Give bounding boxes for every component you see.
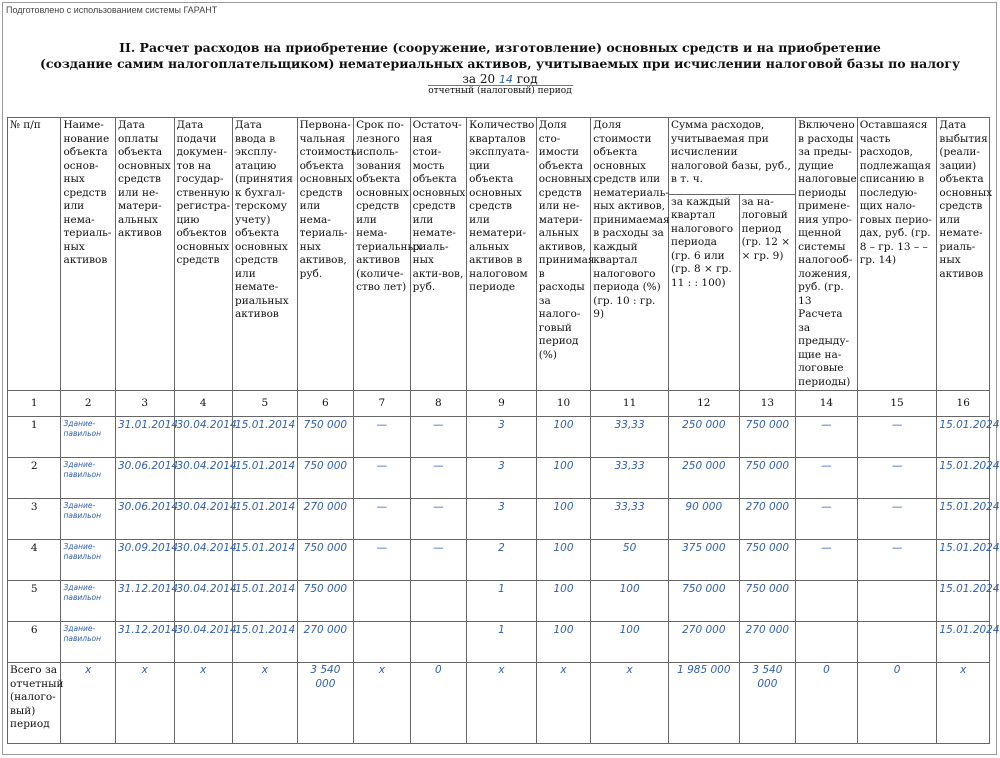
cell-resid[interactable]: — [410, 458, 467, 499]
cell-start[interactable]: 15.01.2014 [233, 581, 298, 622]
header-col15: Оставшаяся часть расходов, подлежащая списанию в последую-щих нало-говых перио-дах, руб. (гр. 8 – гр. 13 – – гр. 14) [857, 118, 937, 391]
col-number: 10 [536, 391, 590, 417]
cell-out[interactable]: 15.01.2024 [937, 458, 990, 499]
total-label: Всего за отчетный (налого-вый) период [8, 663, 61, 744]
col-number: 4 [174, 391, 233, 417]
cell-psum[interactable]: 750 000 [739, 458, 796, 499]
cell-qsum[interactable]: 250 000 [668, 458, 739, 499]
total-cell[interactable]: 0 [857, 663, 937, 744]
col-number: 14 [796, 391, 858, 417]
cell-docs[interactable]: 30.04.2014 [174, 581, 233, 622]
col-number: 5 [233, 391, 298, 417]
cell-share[interactable]: 100 [536, 458, 590, 499]
cell-pay[interactable]: 31.12.2014 [115, 622, 174, 663]
period-caption: отчетный (налоговый) период [428, 86, 572, 96]
cell-qshare[interactable]: 33,33 [591, 499, 669, 540]
cell-resid[interactable] [410, 581, 467, 622]
cell-docs[interactable]: 30.04.2014 [174, 540, 233, 581]
header-col9: Количество кварталов эксплуата-ции объекта основных средств или нематери-альных активов в налоговом периоде [467, 118, 537, 391]
cell-name[interactable]: Здание-павильон [61, 499, 115, 540]
column-number-row [8, 391, 990, 417]
col-number: 12 [668, 391, 739, 417]
cell-pay[interactable]: 31.12.2014 [115, 581, 174, 622]
cell-start[interactable]: 15.01.2014 [233, 622, 298, 663]
cell-qshare[interactable]: 100 [591, 581, 669, 622]
cell-name[interactable]: Здание-павильон [61, 417, 115, 458]
table-row [8, 417, 990, 458]
cell-name[interactable]: Здание-павильон [61, 622, 115, 663]
cell-name[interactable]: Здание-павильон [61, 458, 115, 499]
cell-share[interactable]: 100 [536, 499, 590, 540]
cell-pay[interactable]: 30.06.2014 [115, 499, 174, 540]
cell-start[interactable]: 15.01.2014 [233, 458, 298, 499]
header-col5: Дата ввода в эксплу-атацию (принятия к бухгал-терскому учету) объекта основных средств или немате-риальных активов [233, 118, 298, 391]
header-col12-13-group: Сумма расходов, учитываемая при исчислении налоговой базы, руб., в т. ч. [668, 118, 795, 195]
cell-out[interactable]: 15.01.2024 [937, 499, 990, 540]
cell-resid[interactable] [410, 622, 467, 663]
col-number: 8 [410, 391, 467, 417]
header-col3: Дата оплаты объекта основных средств или не-матери-альных активов [115, 118, 174, 391]
header-col10: Доля сто-имости объекта основных средств или не-матери-альных активов, принимая в расходы за налого-говый период (%) [536, 118, 590, 391]
cell-docs[interactable]: 30.04.2014 [174, 417, 233, 458]
total-cell[interactable]: x [61, 663, 115, 744]
cell-left[interactable] [857, 622, 937, 663]
cell-psum[interactable]: 270 000 [739, 622, 796, 663]
total-cell[interactable]: 0 [410, 663, 467, 744]
cell-prev[interactable]: — [796, 417, 858, 458]
cell-start[interactable]: 15.01.2014 [233, 499, 298, 540]
cell-docs[interactable]: 30.04.2014 [174, 499, 233, 540]
total-cell[interactable]: x [174, 663, 233, 744]
table-row [8, 540, 990, 581]
cell-quarters[interactable]: 1 [467, 581, 537, 622]
cell-start[interactable]: 15.01.2014 [233, 540, 298, 581]
total-row [8, 663, 990, 744]
col-number: 11 [591, 391, 669, 417]
cell-qshare[interactable]: 50 [591, 540, 669, 581]
cell-quarters[interactable]: 3 [467, 417, 537, 458]
row-number: 1 [8, 417, 61, 458]
cell-prev[interactable]: — [796, 499, 858, 540]
cell-share[interactable]: 100 [536, 417, 590, 458]
col-number: 7 [354, 391, 411, 417]
total-cell[interactable]: 0 [796, 663, 858, 744]
cell-quarters[interactable]: 1 [467, 622, 537, 663]
table-row [8, 458, 990, 499]
cell-pay[interactable]: 31.01.2014 [115, 417, 174, 458]
total-cell[interactable]: x [536, 663, 590, 744]
header-col14: Включено в расходы за преды-дущие налоговые периоды примене-ния упро-щенной системы налогооб-ложения, руб. (гр. 13 Расчета за предыду-щие на-логовые периоды) [796, 118, 858, 391]
cell-qsum[interactable]: 250 000 [668, 417, 739, 458]
period-suffix: год [516, 72, 538, 86]
cell-prev[interactable] [796, 581, 858, 622]
cell-quarters[interactable]: 2 [467, 540, 537, 581]
cell-resid[interactable]: — [410, 540, 467, 581]
cell-pay[interactable]: 30.09.2014 [115, 540, 174, 581]
expense-table [7, 117, 1000, 744]
cell-left[interactable]: — [857, 540, 937, 581]
cell-cost[interactable]: 270 000 [297, 499, 354, 540]
reporting-period [0, 72, 1000, 86]
header-col16: Дата выбытия (реали-зации) объекта основных средств или немате-риаль-ных активов [937, 118, 990, 391]
total-cell[interactable]: x [354, 663, 411, 744]
cell-prev[interactable]: — [796, 540, 858, 581]
cell-prev[interactable]: — [796, 458, 858, 499]
cell-psum[interactable]: 750 000 [739, 581, 796, 622]
form-title-line1: II. Расчет расходов на приобретение (сооружение, изготовление) основных средств и на приобретение [119, 40, 881, 55]
header-col1: № п/п [8, 118, 61, 391]
header-row [8, 118, 990, 195]
cell-cost[interactable]: 750 000 [297, 458, 354, 499]
col-number: 13 [739, 391, 796, 417]
period-prefix: за 20 [462, 72, 496, 86]
cell-resid[interactable]: — [410, 499, 467, 540]
cell-cost[interactable]: 270 000 [297, 622, 354, 663]
total-cell[interactable]: x [937, 663, 990, 744]
cell-life[interactable]: — [354, 540, 411, 581]
col-number: 16 [937, 391, 990, 417]
table-row [8, 581, 990, 622]
total-cell[interactable]: 3 540 000 [297, 663, 354, 744]
header-col2: Наиме-нование объекта основ-ных средств или нема-териаль-ных активов [61, 118, 115, 391]
col-number: 9 [467, 391, 537, 417]
cell-out[interactable]: 15.01.2024 [937, 622, 990, 663]
cell-life[interactable]: — [354, 417, 411, 458]
total-cell[interactable]: 3 540 000 [739, 663, 796, 744]
cell-qsum[interactable]: 750 000 [668, 581, 739, 622]
row-number: 4 [8, 540, 61, 581]
cell-qsum[interactable]: 270 000 [668, 622, 739, 663]
period-year[interactable]: 14 [498, 73, 513, 86]
cell-life[interactable]: — [354, 499, 411, 540]
cell-cost[interactable]: 750 000 [297, 417, 354, 458]
header-col7: Срок по-лезного исполь-зования объекта основных средств или нема-териальных активов (количе-ство лет) [354, 118, 411, 391]
header-col13: за на-логовый период (гр. 12 × × гр. 9) [739, 194, 796, 390]
cell-left[interactable]: — [857, 458, 937, 499]
col-number: 3 [115, 391, 174, 417]
cell-resid[interactable]: — [410, 417, 467, 458]
cell-prev[interactable] [796, 622, 858, 663]
cell-psum[interactable]: 750 000 [739, 540, 796, 581]
cell-cost[interactable]: 750 000 [297, 581, 354, 622]
total-cell[interactable]: x [591, 663, 669, 744]
cell-life[interactable] [354, 581, 411, 622]
cell-quarters[interactable]: 3 [467, 499, 537, 540]
cell-share[interactable]: 100 [536, 622, 590, 663]
cell-pay[interactable]: 30.06.2014 [115, 458, 174, 499]
cell-left[interactable]: — [857, 417, 937, 458]
form-title-line2: (создание самим налогоплательщиком) нематериальных активов, учитываемых при исчислении налоговой базы по налогу [39, 56, 961, 71]
cell-left[interactable]: — [857, 499, 937, 540]
cell-qshare[interactable]: 33,33 [591, 458, 669, 499]
cell-qsum[interactable]: 90 000 [668, 499, 739, 540]
cell-docs[interactable]: 30.04.2014 [174, 622, 233, 663]
header-col6: Первона-чальная стоимость объекта основных средств или нема-териаль-ных активов, руб. [297, 118, 354, 391]
cell-name[interactable]: Здание-павильон [61, 581, 115, 622]
data-rows [8, 417, 1000, 663]
header-col11: Доля стоимости объекта основных средств или нематериаль-ных активов, принимаемая в расходы за каждый квартал налогового периода (%) (гр. 10 : гр. 9) [591, 118, 669, 391]
cell-quarters[interactable]: 3 [467, 458, 537, 499]
table-row [8, 622, 990, 663]
col-number: 6 [297, 391, 354, 417]
total-cell[interactable]: x [467, 663, 537, 744]
cell-out[interactable]: 15.01.2024 [937, 540, 990, 581]
cell-left[interactable] [857, 581, 937, 622]
total-cell[interactable]: x [233, 663, 298, 744]
cell-qshare[interactable]: 100 [591, 622, 669, 663]
cell-psum[interactable]: 270 000 [739, 499, 796, 540]
cell-qshare[interactable]: 33,33 [591, 417, 669, 458]
cell-share[interactable]: 100 [536, 581, 590, 622]
cell-life[interactable]: — [354, 458, 411, 499]
header-col4: Дата подачи докумен-тов на государ-ственную регистра-цию объектов основных средств [174, 118, 233, 391]
prepared-note: Подготовлено с использованием системы ГАРАНТ [6, 5, 218, 15]
cell-psum[interactable]: 750 000 [739, 417, 796, 458]
header-col8: Остаточ-ная стои-мость объекта основных средств или немате-риаль-ных акти-вов, руб. [410, 118, 467, 391]
col-number: 2 [61, 391, 115, 417]
table-row [8, 499, 990, 540]
row-number: 6 [8, 622, 61, 663]
cell-cost[interactable]: 750 000 [297, 540, 354, 581]
cell-life[interactable] [354, 622, 411, 663]
row-number: 5 [8, 581, 61, 622]
col-number: 15 [857, 391, 937, 417]
col-number: 1 [8, 391, 61, 417]
cell-start[interactable]: 15.01.2014 [233, 417, 298, 458]
cell-out[interactable]: 15.01.2024 [937, 581, 990, 622]
row-number: 3 [8, 499, 61, 540]
total-cell[interactable]: x [115, 663, 174, 744]
cell-name[interactable]: Здание-павильон [61, 540, 115, 581]
cell-out[interactable]: 15.01.2024 [937, 417, 990, 458]
row-number: 2 [8, 458, 61, 499]
cell-docs[interactable]: 30.04.2014 [174, 458, 233, 499]
cell-qsum[interactable]: 375 000 [668, 540, 739, 581]
cell-share[interactable]: 100 [536, 540, 590, 581]
header-col12: за каждый квартал налогового периода (гр. 6 или (гр. 8 × гр. 11 : : 100) [668, 194, 739, 390]
total-cell[interactable]: 1 985 000 [668, 663, 739, 744]
